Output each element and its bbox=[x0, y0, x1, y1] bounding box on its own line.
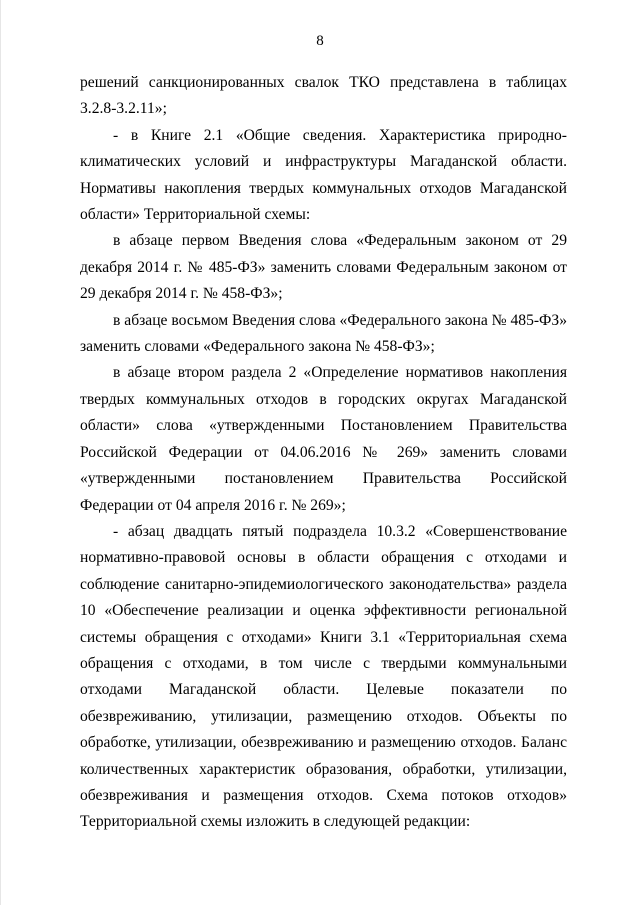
document-body bbox=[80, 70, 567, 836]
page-number: 8 bbox=[316, 33, 324, 49]
scan-edge bbox=[0, 0, 1, 905]
paragraph-subsection-10-3-2: - абзац двадцать пятый подраздела 10.3.2 «Совершенствование нормативно-правовой основы в области обращения с отходами и соблюдение санитарно-эпидемиологического законодательства» раздела 10 «Обеспечение реализации и оценка эффективности региональной системы обращения с отходами» Книги 3.1 «Территориальная схема обращения с отходами, в том числе с твердыми коммунальными отходами Магаданской области. Целевые показатели по обезвреживанию, утилизации, размещению отходов. Объекты по обработке, утилизации, обезвреживанию и размещению отходов. Баланс количественных характеристик образования, обработки, утилизации, обезвреживания и размещения отходов. Схема потоков отходов» Территориальной схемы изложить в следующей редакции: bbox=[80, 522, 567, 831]
paragraph-section-2: в абзаце втором раздела 2 «Определение нормативов накопления твердых коммунальных отходов в городских округах Магаданской области» слова «утвержденными Постановлением Правительства Российской Федерации от 04.06.2016 № 269» заменить словами «утвержденными постановлением Правительства Российской Федерации от 04 апреля 2016 г. № 269»; bbox=[80, 364, 567, 514]
paragraph-intro-first: в абзаце первом Введения слова «Федеральным законом от 29 декабря 2014 г. № 485-ФЗ» заменить словами Федеральным законом от 29 декабря 2014 г. № 458-ФЗ»; bbox=[80, 232, 567, 303]
paragraph-continuation: решений санкционированных свалок ТКО представлена в таблицах 3.2.8-3.2.11»; bbox=[80, 74, 567, 118]
paragraph-book-2-1: - в Книге 2.1 «Общие сведения. Характеристика природно-климатических условий и инфраструктуры Магаданской области. Нормативы накопления твердых коммунальных отходов Магаданской области» Территориальной схемы: bbox=[80, 126, 567, 224]
paragraph-intro-eighth: в абзаце восьмом Введения слова «Федерального закона № 485-ФЗ» заменить словами «Федерального закона № 458-ФЗ»; bbox=[80, 311, 567, 356]
